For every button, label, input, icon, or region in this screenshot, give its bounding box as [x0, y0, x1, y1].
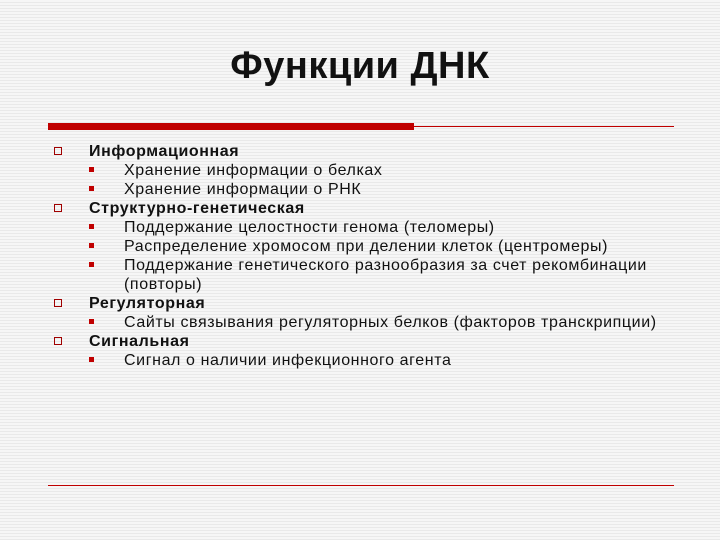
- list-item-text: Хранение информации о РНК: [124, 181, 362, 198]
- list-item: [52, 237, 672, 256]
- filled-square-bullet-icon: [89, 167, 94, 172]
- hollow-square-bullet-icon: [54, 147, 62, 155]
- list-item: [52, 313, 672, 332]
- sub-list: [52, 161, 672, 199]
- group-signal: [52, 332, 672, 370]
- hollow-square-bullet-icon: [54, 204, 62, 212]
- filled-square-bullet-icon: [89, 357, 94, 362]
- filled-square-bullet-icon: [89, 262, 94, 267]
- hollow-square-bullet-icon: [54, 337, 62, 345]
- sub-list: [52, 218, 672, 294]
- group-structural-genetic: [52, 199, 672, 294]
- group-informational: [52, 142, 672, 199]
- group-label: Структурно-генетическая: [89, 200, 305, 217]
- list-item-text: Сигнал о наличии инфекционного агента: [124, 352, 452, 369]
- list-item-text: Сайты связывания регуляторных белков (факторов транскрипции): [124, 314, 657, 331]
- hollow-square-bullet-icon: [54, 299, 62, 307]
- footer-rule: [48, 485, 674, 486]
- filled-square-bullet-icon: [89, 319, 94, 324]
- filled-square-bullet-icon: [89, 243, 94, 248]
- group-regulatory: [52, 294, 672, 332]
- group-label: Информационная: [89, 143, 240, 160]
- filled-square-bullet-icon: [89, 186, 94, 191]
- group-label: Сигнальная: [89, 333, 190, 350]
- title-underline-thin: [48, 126, 674, 127]
- list-item: [52, 256, 672, 294]
- list-item: [52, 351, 672, 370]
- list-item: [52, 161, 672, 180]
- list-item: [52, 180, 672, 199]
- list-item-text: Хранение информации о белках: [124, 162, 383, 179]
- page-title: Функции ДНК: [230, 45, 490, 87]
- list-item: [52, 218, 672, 237]
- list-item-text: Поддержание генетического разнообразия за счет рекомбинации (повторы): [124, 257, 647, 293]
- filled-square-bullet-icon: [89, 224, 94, 229]
- content-outline: [52, 142, 672, 370]
- list-item-text: Распределение хромосом при делении клеток (центромеры): [124, 238, 609, 255]
- group-label: Регуляторная: [89, 295, 206, 312]
- sub-list: [52, 351, 672, 370]
- list-item-text: Поддержание целостности генома (теломеры): [124, 219, 495, 236]
- sub-list: [52, 313, 672, 332]
